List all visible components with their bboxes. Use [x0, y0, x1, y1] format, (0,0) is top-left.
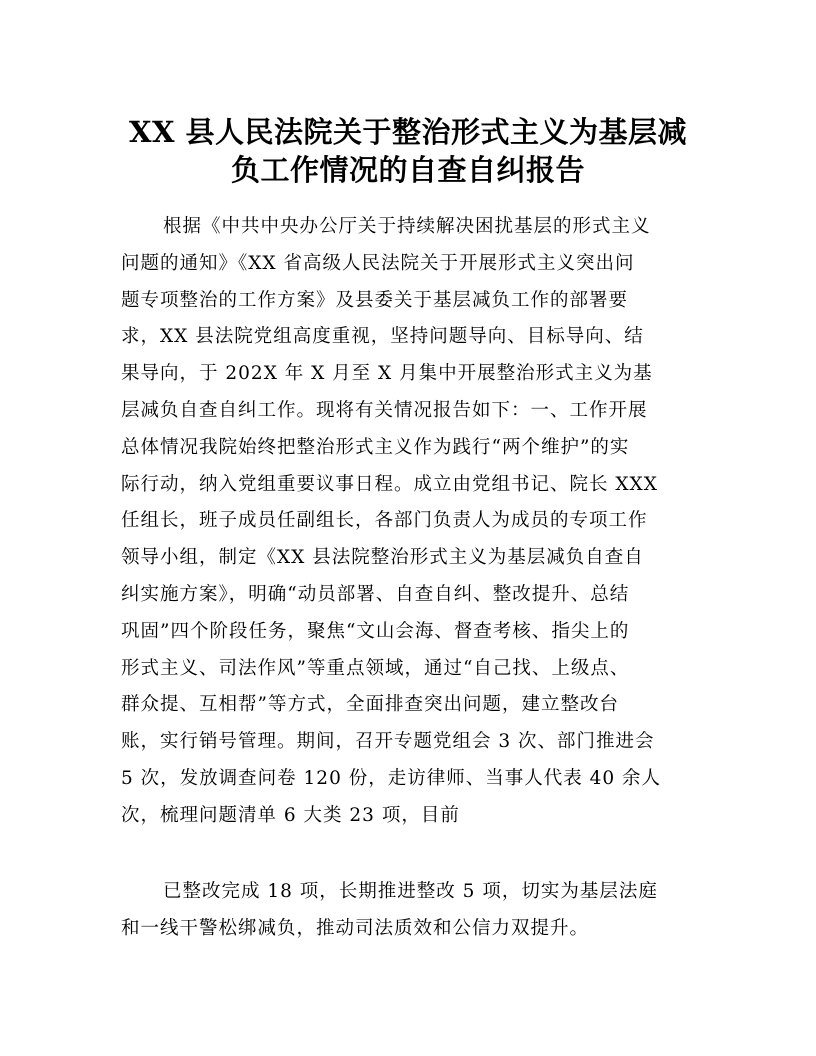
- title-line: 负工作情况的自查自纠报告: [230, 153, 585, 187]
- paragraph-line: 求，XX 县法院党组高度重视，坚持问题导向、目标导向、结: [121, 326, 644, 348]
- body-paragraph-2: [121, 874, 697, 948]
- paragraph-line: 际行动，纳入党组重要议事日程。成立由党组书记、院长 XXX: [121, 473, 658, 495]
- paragraph-line: 账，实行销号管理。期间，召开专题党组会 3 次、部门推进会: [121, 731, 655, 753]
- body-paragraph-1: [121, 209, 697, 835]
- paragraph-line: 已整改完成 18 项，长期推进整改 5 项，切实为基层法庭: [163, 881, 658, 902]
- paragraph-line: 总体情况我院始终把整治形式主义作为践行“两个维护”的实: [121, 436, 630, 458]
- paragraph-line: 5 次，发放调查问卷 120 份，走访律师、当事人代表 40 余人: [121, 767, 662, 789]
- paragraph-line: 果导向，于 202X 年 X 月至 X 月集中开展整治形式主义为基: [121, 363, 653, 385]
- paragraph-line: 层减负自查自纠工作。现将有关情况报告如下：一、工作开展: [121, 399, 648, 421]
- paragraph-line: 根据《中共中央办公厅关于持续解决困扰基层的形式主义: [163, 216, 651, 237]
- paragraph-line: 任组长，班子成员任副组长，各部门负责人为成员的专项工作: [121, 510, 648, 532]
- paragraph-line: 纠实施方案》，明确“动员部署、自查自纠、整改提升、总结: [121, 583, 630, 605]
- document-title: [118, 113, 698, 189]
- title-line: XX 县人民法院关于整治形式主义为基层减: [128, 115, 688, 149]
- paragraph-line: 题专项整治的工作方案》及县委关于基层减负工作的部署要: [121, 289, 629, 311]
- paragraph-line: 次，梳理问题清单 6 大类 23 项，目前: [121, 804, 460, 826]
- paragraph-line: 领导小组，制定《XX 县法院整治形式主义为基层减负自查自: [121, 547, 644, 569]
- paragraph-line: 形式主义、司法作风”等重点领域，通过“自己找、上级点、: [121, 657, 630, 679]
- paragraph-line: 问题的通知》《XX 省高级人民法院关于开展形式主义突出问: [121, 252, 635, 274]
- paragraph-line: 群众提、互相帮”等方式，全面排查突出问题，建立整改台: [121, 694, 619, 716]
- paragraph-line: 和一线干警松绑减负，推动司法质效和公信力双提升。: [121, 917, 590, 939]
- paragraph-line: 巩固”四个阶段任务，聚焦“文山会海、督查考核、指尖上的: [121, 620, 630, 642]
